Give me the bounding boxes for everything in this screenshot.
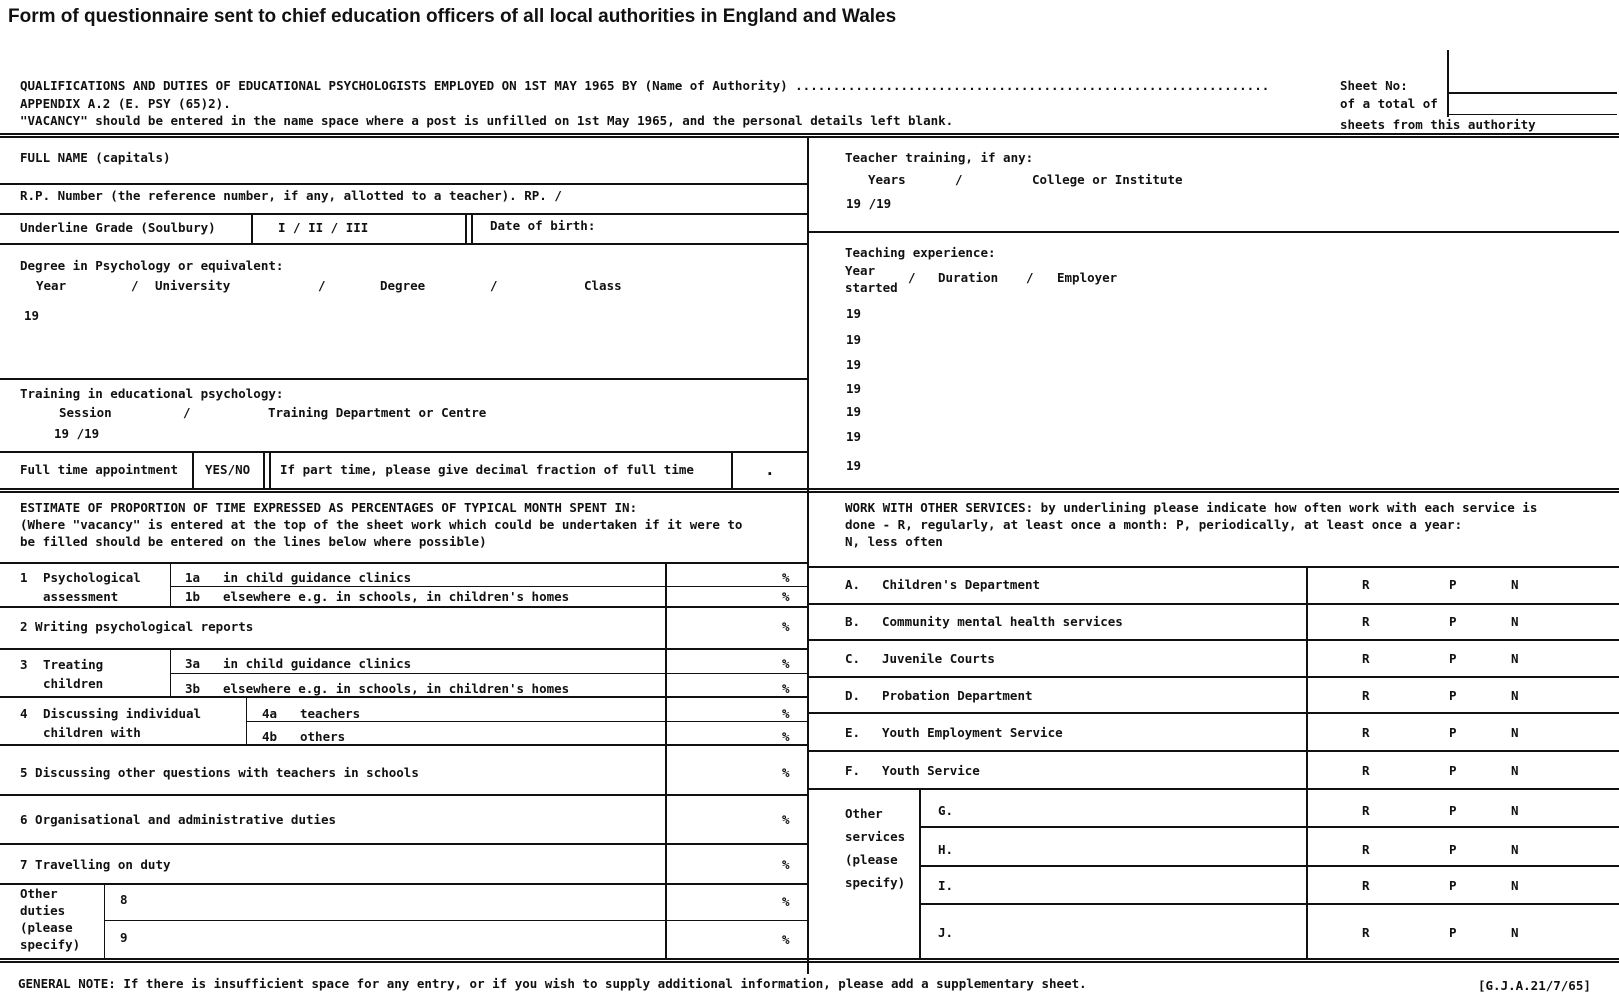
te-year-label: Year: [845, 263, 876, 278]
degree-year-prefix: 19: [24, 308, 40, 323]
te-started-label: started: [845, 280, 898, 295]
other-duties-label: Other duties (please specify): [20, 886, 81, 952]
row3b-code: 3b: [185, 681, 201, 696]
parttime-label: If part time, please give decimal fraction of full time: [280, 462, 694, 477]
page-title: Form of questionnaire sent to chief education officers of all local authorities in England and Wales: [8, 6, 897, 27]
freq-r[interactable]: R: [1362, 925, 1370, 940]
degree-university-label: University: [155, 278, 231, 293]
full-name-label: FULL NAME (capitals): [20, 150, 171, 165]
row4a-text: teachers: [300, 706, 361, 721]
freq-n[interactable]: N: [1511, 725, 1519, 740]
row6-label: 6 Organisational and administrative duties: [20, 812, 337, 827]
row1a-code: 1a: [185, 570, 201, 585]
freq-n[interactable]: N: [1511, 803, 1519, 818]
tt-years-label: Years: [868, 172, 906, 187]
tt-years-range: 19 /19: [846, 196, 892, 211]
freq-n[interactable]: N: [1511, 688, 1519, 703]
teaching-exp-label: Teaching experience:: [845, 245, 996, 260]
freq-p[interactable]: P: [1449, 803, 1457, 818]
services-note-line2: N, less often: [845, 534, 943, 549]
freq-p[interactable]: P: [1449, 688, 1457, 703]
te-duration-label: Duration: [938, 270, 999, 285]
te-separator: /: [1026, 270, 1034, 285]
freq-n[interactable]: N: [1511, 878, 1519, 893]
service-d-name: Probation Department: [882, 688, 1033, 703]
service-a-name: Children's Department: [882, 577, 1041, 592]
freq-r[interactable]: R: [1362, 614, 1370, 629]
general-note: GENERAL NOTE: If there is insufficient space for any entry, or if you wish to supply additional information, please add a supplementary sheet.: [18, 976, 1087, 991]
form-header-line3: "VACANCY" should be entered in the name space where a post is unfilled on 1st May 1965, and the personal details left blank.: [20, 113, 954, 128]
freq-p[interactable]: P: [1449, 614, 1457, 629]
form-reference: [G.J.A.21/7/65]: [1478, 978, 1591, 993]
degree-degree-label: Degree: [380, 278, 426, 293]
service-i-code[interactable]: I.: [938, 878, 954, 893]
row1-number: 1: [20, 570, 28, 585]
freq-r[interactable]: R: [1362, 803, 1370, 818]
rp-number-label: R.P. Number (the reference number, if any, allotted to a teacher). RP. /: [20, 188, 562, 203]
estimate-note-line1: (Where "vacancy" is entered at the top of the sheet work which could be undertaken if it were to: [20, 517, 743, 532]
freq-n[interactable]: N: [1511, 614, 1519, 629]
te-year-prefix: 19: [846, 306, 862, 321]
training-separator: /: [183, 405, 191, 420]
service-j-code[interactable]: J.: [938, 925, 954, 940]
tt-separator: /: [955, 172, 963, 187]
training-session-label: Session: [59, 405, 112, 420]
row4b-text: others: [300, 729, 346, 744]
tt-college-label: College or Institute: [1032, 172, 1183, 187]
services-note-line1: done - R, regularly, at least once a month: P, periodically, at least once a year:: [845, 517, 1463, 532]
freq-p[interactable]: P: [1449, 878, 1457, 893]
row4-label-cont: children with: [43, 725, 141, 740]
freq-r[interactable]: R: [1362, 577, 1370, 592]
freq-n[interactable]: N: [1511, 842, 1519, 857]
service-f-name: Youth Service: [882, 763, 980, 778]
row2-percent: %: [782, 619, 790, 634]
degree-separator: /: [318, 278, 326, 293]
form-header-line1: QUALIFICATIONS AND DUTIES OF EDUCATIONAL PSYCHOLOGISTS EMPLOYED ON 1ST MAY 1965 BY (Name of Authority) ...............................................................: [20, 78, 1270, 93]
estimate-heading: ESTIMATE OF PROPORTION OF TIME EXPRESSED AS PERCENTAGES OF TYPICAL MONTH SPENT IN:: [20, 500, 638, 515]
freq-p[interactable]: P: [1449, 725, 1457, 740]
service-f-code: F.: [845, 763, 861, 778]
fulltime-label: Full time appointment: [20, 462, 179, 477]
freq-p[interactable]: P: [1449, 651, 1457, 666]
row1a-text: in child guidance clinics: [223, 570, 412, 585]
row3a-percent: %: [782, 656, 790, 671]
freq-p[interactable]: P: [1449, 842, 1457, 857]
freq-n[interactable]: N: [1511, 651, 1519, 666]
row3a-code: 3a: [185, 656, 201, 671]
row1b-text: elsewhere e.g. in schools, in children's homes: [223, 589, 570, 604]
row9-number: 9: [120, 930, 128, 945]
row4b-percent: %: [782, 729, 790, 744]
date-of-birth-label: Date of birth:: [490, 218, 596, 233]
row6-percent: %: [782, 812, 790, 827]
freq-n[interactable]: N: [1511, 925, 1519, 940]
row8-percent: %: [782, 894, 790, 909]
service-c-code: C.: [845, 651, 861, 666]
sheet-no-label: Sheet No:: [1340, 78, 1408, 93]
service-h-code[interactable]: H.: [938, 842, 954, 857]
of-total-label: of a total of: [1340, 96, 1438, 111]
grade-label: Underline Grade (Soulbury): [20, 220, 216, 235]
row4-label: Discussing individual: [43, 706, 202, 721]
freq-r[interactable]: R: [1362, 688, 1370, 703]
service-c-name: Juvenile Courts: [882, 651, 995, 666]
row3-number: 3: [20, 657, 28, 672]
service-b-name: Community mental health services: [882, 614, 1123, 629]
row3a-text: in child guidance clinics: [223, 656, 412, 671]
column-divider: [807, 136, 809, 974]
freq-p[interactable]: P: [1449, 577, 1457, 592]
row7-label: 7 Travelling on duty: [20, 857, 171, 872]
row9-percent: %: [782, 932, 790, 947]
service-g-code[interactable]: G.: [938, 803, 954, 818]
service-e-code: E.: [845, 725, 861, 740]
freq-n[interactable]: N: [1511, 763, 1519, 778]
row5-label: 5 Discussing other questions with teachers in schools: [20, 765, 419, 780]
grade-options[interactable]: I / II / III: [278, 220, 369, 235]
degree-year-label: Year: [36, 278, 67, 293]
freq-r[interactable]: R: [1362, 842, 1370, 857]
te-year-prefix: 19: [846, 332, 862, 347]
row4b-code: 4b: [262, 729, 278, 744]
training-label: Training in educational psychology:: [20, 386, 284, 401]
row3-label: Treating: [43, 657, 104, 672]
row1b-code: 1b: [185, 589, 201, 604]
training-years: 19 /19: [54, 426, 100, 441]
te-year-prefix: 19: [846, 381, 862, 396]
form-header-line2: APPENDIX A.2 (E. PSY (65)2).: [20, 96, 231, 111]
service-b-code: B.: [845, 614, 861, 629]
service-d-code: D.: [845, 688, 861, 703]
pct-column-divider: [665, 562, 667, 959]
freq-r[interactable]: R: [1362, 878, 1370, 893]
degree-label: Degree in Psychology or equivalent:: [20, 258, 284, 273]
freq-n[interactable]: N: [1511, 577, 1519, 592]
decimal-point: .: [765, 460, 775, 479]
degree-separator: /: [490, 278, 498, 293]
degree-separator: /: [131, 278, 139, 293]
freq-p[interactable]: P: [1449, 763, 1457, 778]
freq-p[interactable]: P: [1449, 925, 1457, 940]
row1b-percent: %: [782, 589, 790, 604]
row4a-percent: %: [782, 706, 790, 721]
row4a-code: 4a: [262, 706, 278, 721]
row8-number: 8: [120, 892, 128, 907]
te-year-prefix: 19: [846, 458, 862, 473]
te-year-prefix: 19: [846, 404, 862, 419]
service-e-name: Youth Employment Service: [882, 725, 1063, 740]
row2-label: 2 Writing psychological reports: [20, 619, 254, 634]
te-year-prefix: 19: [846, 357, 862, 372]
row1-label: Psychological: [43, 570, 141, 585]
freq-r[interactable]: R: [1362, 725, 1370, 740]
row3b-text: elsewhere e.g. in schools, in children's homes: [223, 681, 570, 696]
degree-class-label: Class: [584, 278, 622, 293]
row1-label-cont: assessment: [43, 589, 119, 604]
row3-label-cont: children: [43, 676, 104, 691]
freq-r[interactable]: R: [1362, 763, 1370, 778]
row3b-percent: %: [782, 681, 790, 696]
sheets-from-label: sheets from this authority: [1340, 117, 1536, 132]
row7-percent: %: [782, 857, 790, 872]
row5-percent: %: [782, 765, 790, 780]
services-heading: WORK WITH OTHER SERVICES: by underlining please indicate how often work with each service is: [845, 500, 1538, 515]
services-frequency-divider: [1306, 566, 1308, 959]
te-employer-label: Employer: [1057, 270, 1118, 285]
yes-no-option[interactable]: YES/NO: [205, 462, 251, 477]
te-year-prefix: 19: [846, 429, 862, 444]
teacher-training-label: Teacher training, if any:: [845, 150, 1034, 165]
row4-number: 4: [20, 706, 28, 721]
te-separator: /: [908, 270, 916, 285]
service-a-code: A.: [845, 577, 861, 592]
training-dept-label: Training Department or Centre: [268, 405, 487, 420]
estimate-note-line2: be filled should be entered on the lines below where possible): [20, 534, 487, 549]
other-services-label: Other services (please specify): [845, 806, 906, 890]
row1a-percent: %: [782, 570, 790, 585]
freq-r[interactable]: R: [1362, 651, 1370, 666]
